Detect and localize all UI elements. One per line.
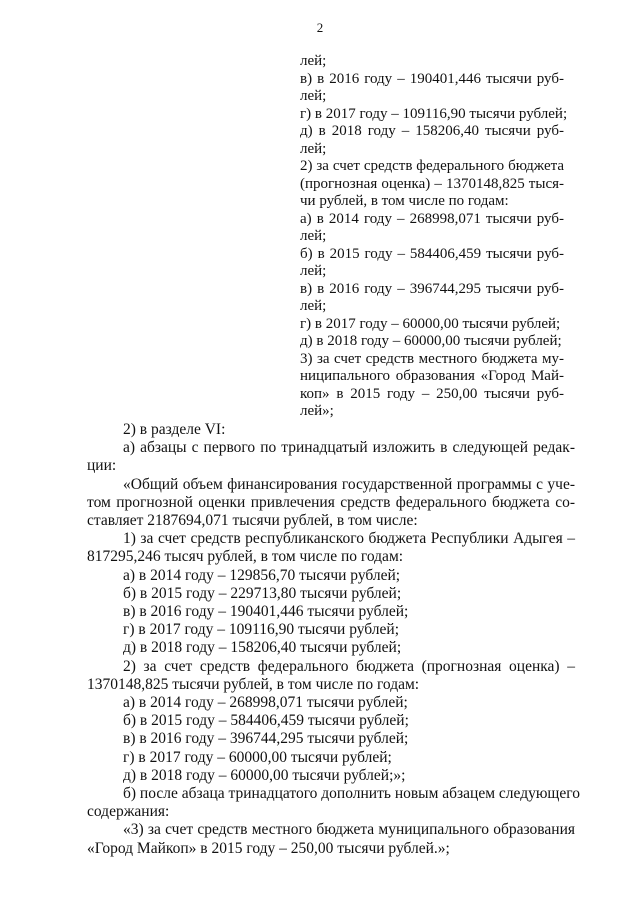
body-text-line: а) в 2014 году – 129856,70 тысячи рублей; [123,566,401,584]
right-column-line: д) в 2018 году – 158206,40 тысячи руб- [300,123,564,139]
body-text-line: б) в 2015 году – 229713,80 тысячи рублей; [123,584,402,602]
right-column-line: лей; [300,263,327,279]
right-column-line: 3) за счет средств местного бюджета му- [300,350,564,367]
body-text-line: «Город Майкоп» в 2015 году – 250,00 тысячи рублей.»; [87,839,450,857]
body-text-line: ставляет 2187694,071 тысячи рублей, в том числе: [87,512,418,530]
body-text-line: содержания: [87,803,170,821]
body-text-line: 1370148,825 тысячи рублей, в том числе по годам: [87,675,420,693]
body-text-line: а) абзацы с первого по тринадцатый изложить в следующей редак- [123,439,575,457]
body-text-line: ции: [87,457,117,475]
right-column-line: г) в 2017 году – 60000,00 тысячи рублей; [300,315,561,332]
body-text-line: г) в 2017 году – 60000,00 тысячи рублей; [123,748,392,766]
body-text-line: в) в 2016 году – 396744,295 тысячи рублей; [123,730,409,748]
body-text-line: том прогнозной оценки привлечения средств федерального бюджета со- [87,493,575,511]
body-text-line: 1) за счет средств республиканского бюджета Республики Адыгея – [123,530,575,548]
body-text-line: 2) в разделе VI: [123,421,226,438]
body-text-line: д) в 2018 году – 60000,00 тысячи рублей;»; [123,766,406,784]
body-text-line: д) в 2018 году – 158206,40 тысячи рублей; [123,639,402,657]
page-number: 2 [316,20,324,35]
body-text-line: «3) за счет средств местного бюджета муниципального образования [123,821,575,839]
right-column-line: чи рублей, в том числе по годам: [300,193,509,209]
right-column-line: б) в 2015 году – 584406,459 тысячи руб- [300,245,564,262]
right-column-line: г) в 2017 году – 109116,90 тысячи рублей; [300,105,568,122]
right-column-line: лей; [300,228,327,244]
right-column-line: коп» в 2015 году – 250,00 тысячи руб- [300,385,564,402]
right-column-line: ниципального образования «Город Май- [300,368,564,384]
body-text-line: а) в 2014 году – 268998,071 тысячи рублей; [123,694,408,712]
right-column-line: д) в 2018 году – 60000,00 тысячи рублей; [300,333,562,349]
right-column-line: в) в 2016 году – 396744,295 тысячи руб- [300,280,564,297]
body-text-line: «Общий объем финансирования государственной программы с уче- [123,475,575,493]
right-column-line: лей; [300,88,327,104]
body-text-line: в) в 2016 году – 190401,446 тысячи рублей; [123,603,409,621]
right-column-line: лей; [300,53,327,69]
right-column-line: 2) за счет средств федерального бюджета [300,158,564,174]
right-column-line: лей»; [300,403,334,419]
right-column-line: в) в 2016 году – 190401,446 тысячи руб- [300,70,564,87]
body-text-line: 2) за счет средств федерального бюджета (прогнозная оценка) – [123,657,575,675]
right-column-line: (прогнозная оценка) – 1370148,825 тыся- [300,175,564,192]
right-column-line: лей; [300,140,327,157]
right-column-line: а) в 2014 году – 268998,071 тысячи руб- [300,210,564,227]
main-body-text [87,421,580,858]
body-text-line: б) после абзаца тринадцатого дополнить новым абзацем следующего [123,785,580,803]
right-column-text [300,53,568,421]
body-text-line: 817295,246 тысяч рублей, в том числе по годам: [87,548,404,566]
body-text-line: г) в 2017 году – 109116,90 тысячи рублей; [123,621,400,639]
right-column-line: лей; [300,298,327,314]
body-text-line: б) в 2015 году – 584406,459 тысячи рублей; [123,712,409,730]
